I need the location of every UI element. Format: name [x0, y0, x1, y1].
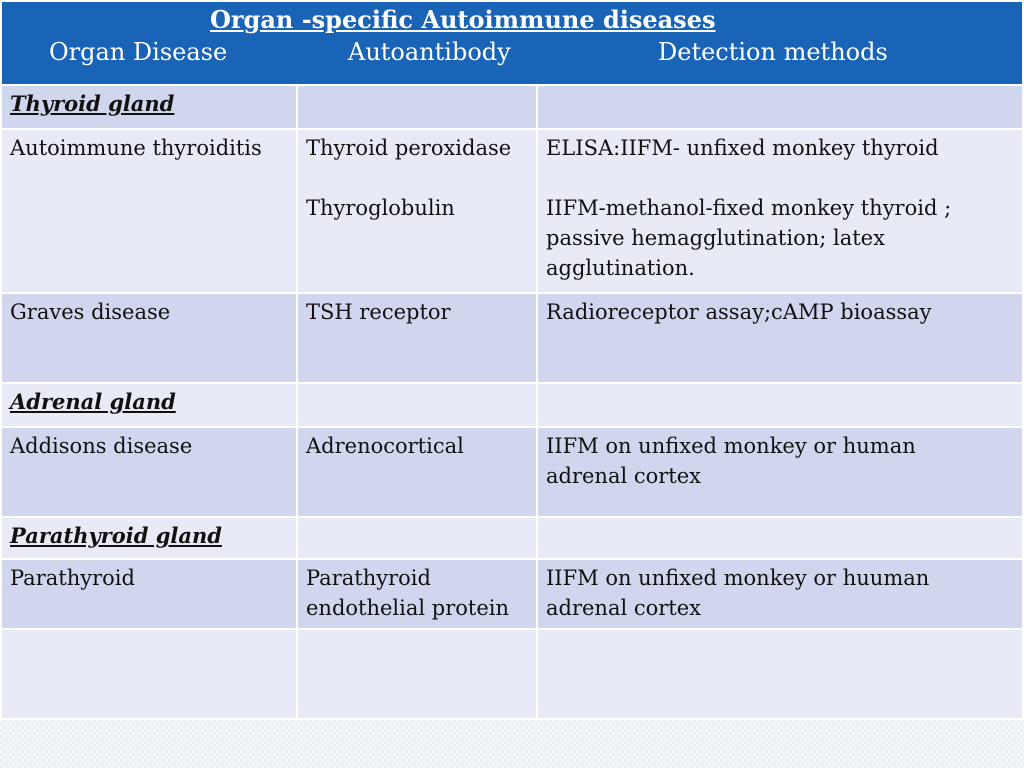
empty-cell [1, 629, 297, 719]
table-row-graves-disease [1, 293, 1023, 383]
empty-cell [537, 517, 1023, 559]
section-label-adrenal: Adrenal gland [1, 383, 297, 427]
column-headers [10, 35, 1014, 69]
empty-cell [537, 629, 1023, 719]
slide-title: Organ -specific Autoimmune diseases [210, 5, 716, 34]
table-row-empty [1, 629, 1023, 719]
detection-cell: Radioreceptor assay;cAMP bioassay [537, 293, 1023, 383]
disease-cell: Parathyroid [1, 559, 297, 629]
empty-cell [297, 85, 537, 129]
empty-cell [297, 517, 537, 559]
section-row-thyroid [1, 85, 1023, 129]
column-header-autoantibody: Autoantibody [348, 38, 511, 66]
table-row-addisons-disease [1, 427, 1023, 517]
table-row-autoimmune-thyroiditis [1, 129, 1023, 293]
column-header-detection-methods: Detection methods [658, 38, 888, 66]
empty-cell [537, 85, 1023, 129]
disease-cell: Graves disease [1, 293, 297, 383]
antibody-cell: Adrenocortical [297, 427, 537, 517]
table-header-row [1, 1, 1023, 85]
column-header-organ-disease: Organ Disease [49, 38, 228, 66]
detection-cell: IIFM on unfixed monkey or human adrenal cortex [537, 427, 1023, 517]
empty-cell [297, 383, 537, 427]
table-header [1, 1, 1023, 85]
detection-cell: ELISA:IIFM- unfixed monkey thyroid IIFM-methanol-fixed monkey thyroid ; passive hemagglutination; latex agglutination. [537, 129, 1023, 293]
empty-cell [297, 629, 537, 719]
antibody-cell: TSH receptor [297, 293, 537, 383]
empty-cell [537, 383, 1023, 427]
disease-cell: Addisons disease [1, 427, 297, 517]
section-row-parathyroid [1, 517, 1023, 559]
section-row-adrenal [1, 383, 1023, 427]
section-label-parathyroid: Parathyroid gland [1, 517, 297, 559]
disease-cell: Autoimmune thyroiditis [1, 129, 297, 293]
section-label-thyroid: Thyroid gland [1, 85, 297, 129]
detection-cell: IIFM on unfixed monkey or huuman adrenal cortex [537, 559, 1023, 629]
table-row-parathyroid [1, 559, 1023, 629]
antibody-cell: Parathyroid endothelial protein [297, 559, 537, 629]
antibody-cell: Thyroid peroxidase Thyroglobulin [297, 129, 537, 293]
